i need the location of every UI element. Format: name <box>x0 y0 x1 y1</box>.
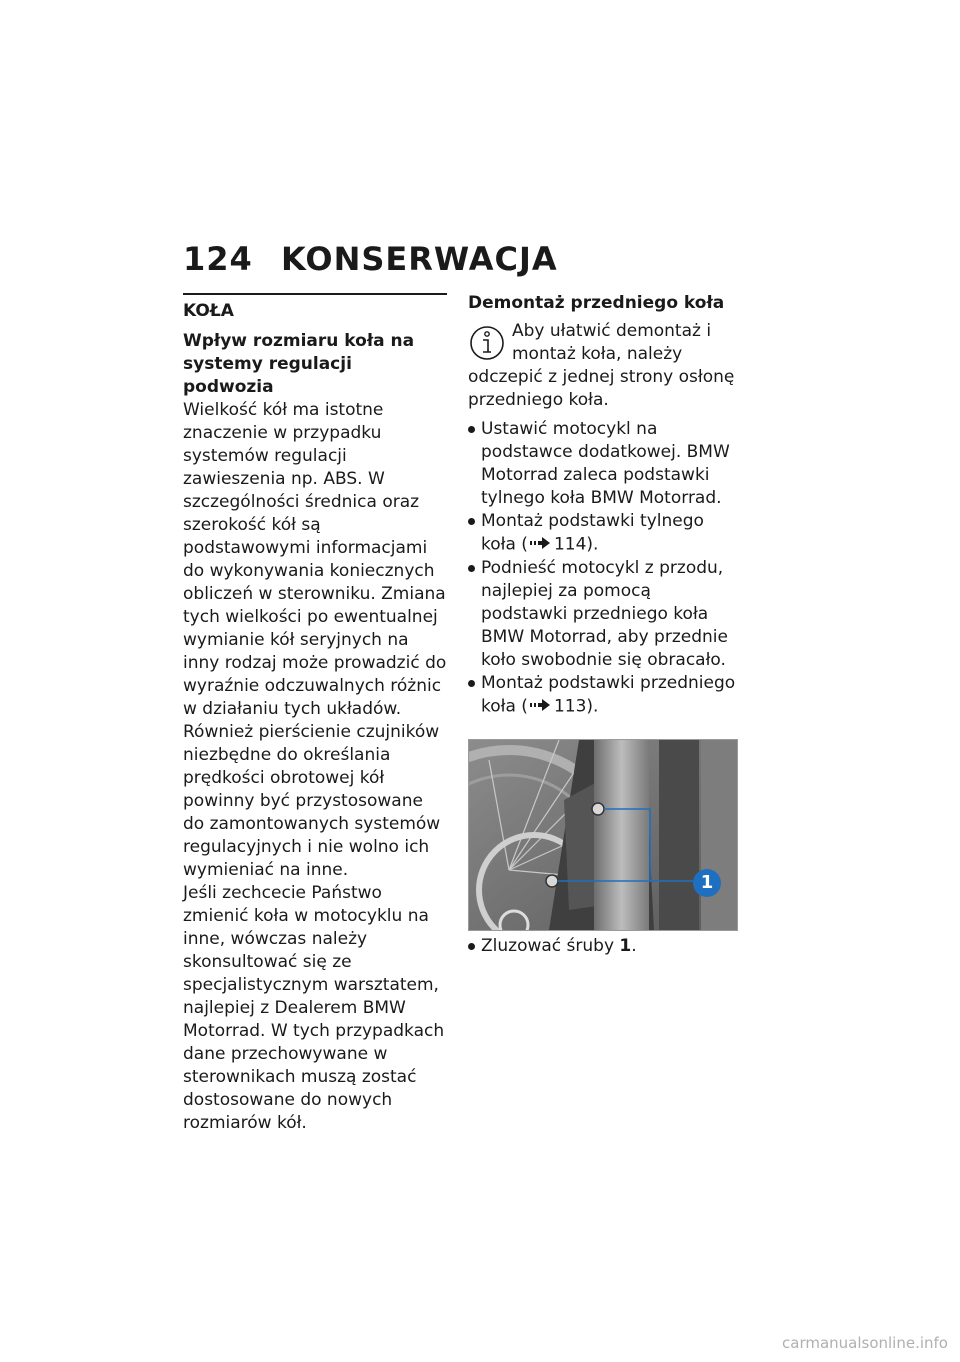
step-item <box>468 510 740 557</box>
step-text: Montaż podstawki tylnego koła ( <box>481 511 704 555</box>
info-note <box>468 320 740 412</box>
paragraph-1: Wielkość kół ma istotne znaczenie w przypadku systemów regulacji zawieszenia np. ABS. W szczególności średnica oraz szerokość kół są podstawowymi informacjami do wykonywania koniecznych obliczeń w sterowniku. Zmiana tych wielkości po ewentualnej wymianie kół seryjnych na inny rodzaj może prowadzić do wyraźnie odczuwalnych różnic w działaniu tych układów. <box>183 400 447 719</box>
bullet-icon <box>468 518 475 525</box>
steps-list <box>468 418 740 718</box>
section-title: KOŁA <box>183 301 234 321</box>
bullet-icon <box>468 943 475 950</box>
procedure-title: Demontaż przedniego koła <box>468 293 725 313</box>
chapter-title: KONSERWACJA <box>281 240 558 278</box>
figure-callout-label: 1 <box>700 872 714 893</box>
step-text: Montaż podstawki przedniego koła ( <box>481 672 736 716</box>
bullet-icon <box>468 565 475 572</box>
bullet-icon <box>468 426 475 433</box>
paragraph-3: Jeśli zechcecie Państwo zmienić koła w motocyklu na inne, wówczas należy skonsultować się ze specjalistycznym warsztatem, najlepiej z Dealerem BMW Motorrad. W tych przypadkach dane przechowywane w sterownikach muszą zostać dostosowane do nowych rozmiarów kół. <box>183 883 445 1133</box>
step-tail: . <box>631 936 637 956</box>
step-item <box>468 935 740 958</box>
bullet-icon <box>468 680 475 687</box>
page-header <box>183 240 558 278</box>
page-ref-arrow-icon <box>530 533 552 556</box>
paragraph-2: Również pierścienie czujników niezbędne do określania prędkości obrotowej kół powinny być przystosowane do zamontowanych systemów regulacyjnych i nie wolno ich wymieniać na inne. <box>183 722 441 880</box>
page-ref[interactable]: 114 <box>553 534 587 555</box>
final-step-list <box>468 935 740 958</box>
step-tail: ). <box>586 534 599 555</box>
page-number: 124 <box>183 240 253 278</box>
page-ref-arrow-icon <box>530 695 552 718</box>
step-text: Podnieść motocykl z przodu, najlepiej za pomocą podstawki przedniego koła BMW Motorrad, aby przednie koło swobodnie się obracało. <box>481 557 728 670</box>
info-icon <box>468 320 506 366</box>
right-column <box>468 292 740 718</box>
watermark: carmanualsonline.info <box>782 1334 948 1352</box>
step-tail: ). <box>586 696 599 716</box>
step-item <box>468 418 740 510</box>
page-ref[interactable]: 113 <box>553 696 587 716</box>
final-step <box>468 935 740 958</box>
step-text: Ustawić motocykl na podstawce dodatkowej. BMW Motorrad zaleca podstawki tylnego koła BMW Motorrad. <box>481 419 730 508</box>
section-rule <box>183 293 447 295</box>
front-fork-photo <box>468 739 738 931</box>
step-text: Zluzować śruby <box>481 936 620 956</box>
subsection-title: Wpływ rozmiaru koła na systemy regulacji podwozia <box>183 331 415 397</box>
step-item <box>468 557 740 672</box>
left-column <box>183 293 447 1135</box>
step-item <box>468 672 740 719</box>
note-text: Aby ułatwić demontaż i montaż koła, należy odczepić z jednej strony osłonę przedniego koła. <box>468 321 735 410</box>
callout-reference: 1 <box>619 936 632 956</box>
